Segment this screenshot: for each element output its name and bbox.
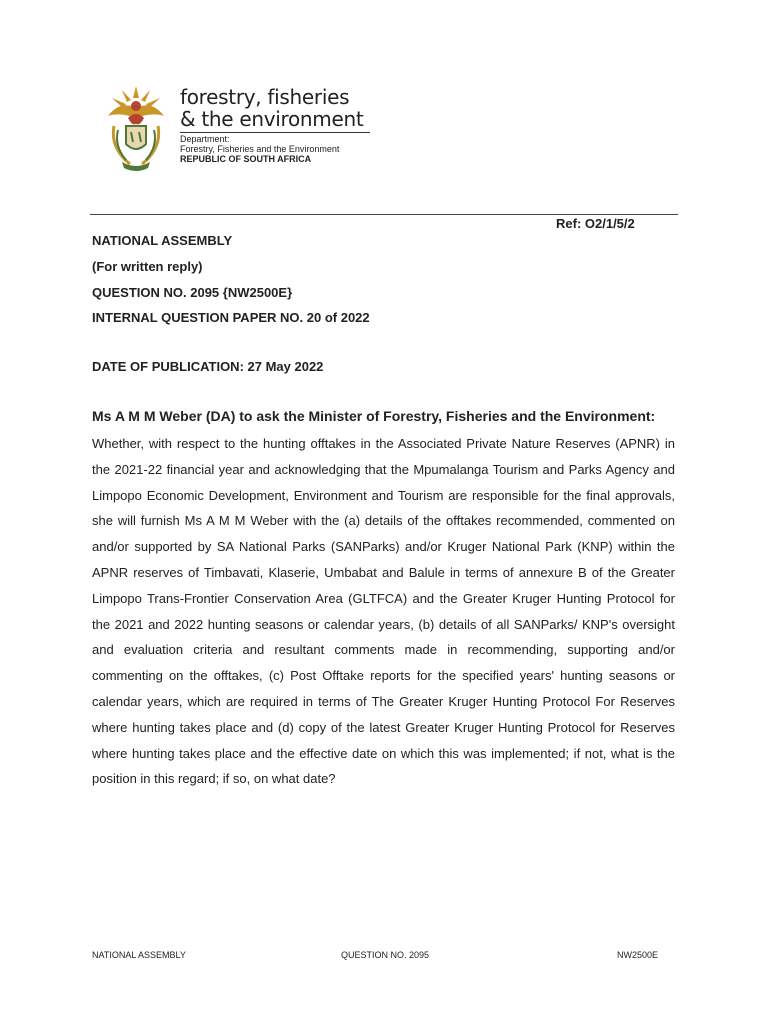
department-label: Department: [180, 134, 230, 144]
footer-middle: QUESTION NO. 2095 [341, 950, 430, 960]
question-asker: Ms A M M Weber (DA) to ask the Minister of Forestry, Fisheries and the Environment: [92, 408, 656, 424]
letterhead-divider [180, 132, 370, 133]
question-number: QUESTION NO. 2095 {NW2500E} [92, 285, 293, 300]
coat-of-arms-icon [100, 82, 172, 172]
internal-question-paper: INTERNAL QUESTION PAPER NO. 20 of 2022 [92, 310, 370, 325]
reference-number: Ref: O2/1/5/2 [556, 216, 635, 231]
assembly-heading: NATIONAL ASSEMBLY [92, 233, 233, 248]
header-rule [90, 214, 678, 215]
department-name: Forestry, Fisheries and the Environment [180, 144, 340, 154]
reply-type: (For written reply) [92, 259, 203, 274]
department-title-line1: forestry, fisheries [180, 85, 350, 109]
footer-left: NATIONAL ASSEMBLY [92, 950, 186, 960]
publication-date: DATE OF PUBLICATION: 27 May 2022 [92, 359, 324, 374]
department-title [180, 86, 380, 130]
department-title-line2: & the environment [180, 107, 364, 131]
footer-right: NW2500E [617, 950, 659, 960]
country-name: REPUBLIC OF SOUTH AFRICA [180, 154, 312, 164]
question-body: Whether, with respect to the hunting offtakes in the Associated Private Nature Reserves (APNR) in the 2021-22 financial year and acknowledging that the Mpumalanga Tourism and Parks Agency and Limpopo Economic Development, Environment and Tourism are responsible for the final approvals, she will furnish Ms A M M Weber with the (a) details of the offtakes recommended, commented on and/or supported by SA National Parks (SANParks) and/or Kruger National Park (KNP) within the APNR reserves of Timbavati, Klaserie, Umbabat and Balule in terms of annexure B of the Greater Limpopo Trans-Frontier Conservation Area (GLTFCA) and the Greater Kruger Hunting Protocol for the 2021 and 2022 hunting seasons or calendar years, (b) details of all SANParks/ KNP's oversight and evaluation criteria and resultant comments made in recommending, supporting and/or commenting on the offtakes, (c) Post Offtake reports for the specified years' hunting seasons or calendar years, which are required in terms of The Greater Kruger Hunting Protocol For Reserves where hunting takes place and (d) copy of the latest Greater Kruger Hunting Protocol for Reserves where hunting takes place and the effective date on which this was implemented; if not, what is the position in this regard; if so, on what date? [92, 436, 675, 787]
department-subtitle [180, 134, 339, 164]
